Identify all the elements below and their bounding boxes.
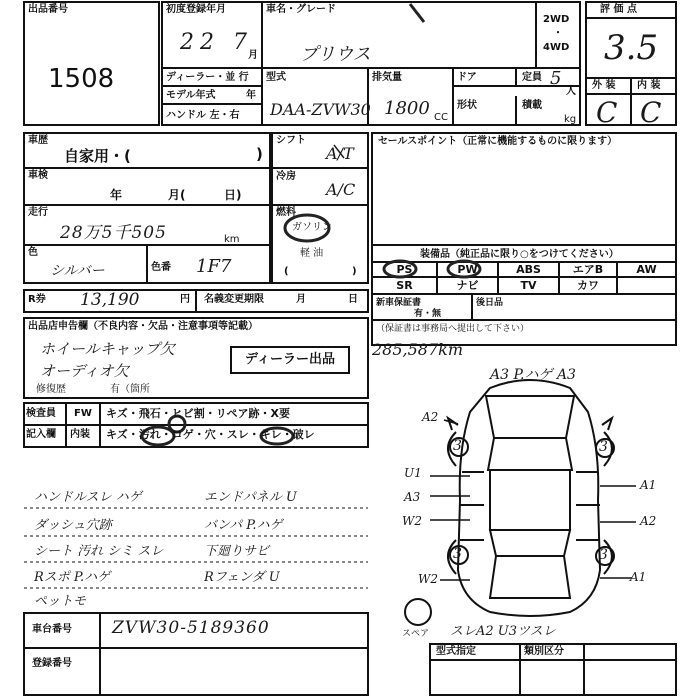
equip-sr: SR bbox=[396, 279, 413, 292]
dealer-stamp: ディーラー出品 bbox=[230, 346, 350, 374]
fuel-paren-close: ) bbox=[352, 266, 357, 277]
color-code-label: 色番 bbox=[151, 262, 171, 273]
capacity-unit: 人 bbox=[566, 86, 576, 97]
note-left-4: Rスポ P.ハゲ bbox=[34, 570, 111, 585]
fuel-gasoline: ガソリン bbox=[292, 222, 332, 233]
inspection-label: 車検 bbox=[28, 170, 48, 181]
inspection-day: 日) bbox=[224, 188, 242, 202]
chassis-value: ZVW30-5189360 bbox=[112, 618, 270, 638]
history-value: 自家用・( bbox=[64, 147, 131, 165]
registration-label: 登録番号 bbox=[32, 658, 72, 669]
shift-label: シフト bbox=[276, 135, 306, 146]
tire-front-right: 3 bbox=[599, 439, 608, 455]
capacity-value: 5 bbox=[550, 68, 562, 89]
history-close-paren: ) bbox=[256, 145, 263, 163]
lot-label: 出品番号 bbox=[28, 4, 68, 15]
note-left-5: ペットモ bbox=[34, 594, 87, 609]
lot-number: 1508 bbox=[48, 64, 115, 94]
rating-label: 評 価 点 bbox=[600, 4, 637, 15]
car-diagram bbox=[405, 380, 636, 625]
shop-remarks-label: 出品店申告欄（不良内容・欠品・注意事項等記載） bbox=[28, 321, 258, 332]
tire-rear-left: 3 bbox=[453, 546, 462, 562]
inspection-year: 年 bbox=[110, 188, 123, 202]
handle-label: ハンドル 左・右 bbox=[166, 110, 240, 121]
odometer-note: 285,587km bbox=[372, 340, 464, 359]
interior-label: 内 装 bbox=[637, 80, 661, 91]
model-year-label: モデル年式 bbox=[166, 90, 216, 101]
mark-left-w2: W2 bbox=[402, 514, 422, 528]
drive-dot: ・ bbox=[553, 28, 563, 39]
equip-airbag: エアB bbox=[572, 263, 604, 276]
door-label: ドア bbox=[457, 72, 477, 83]
model-label: 型式 bbox=[266, 72, 286, 83]
name-grade-label: 車名・グレード bbox=[266, 4, 336, 15]
model-year-unit: 年 bbox=[246, 90, 256, 101]
drive-2wd: 2WD bbox=[543, 14, 570, 25]
dealer-label: ディーラー・並 行 bbox=[166, 72, 249, 83]
color-code-value: 1F7 bbox=[196, 256, 232, 277]
equip-aw: AW bbox=[636, 263, 657, 276]
fuel-label: 燃料 bbox=[276, 207, 296, 218]
inspector-label-2: 記入欄 bbox=[26, 429, 56, 440]
note-left-2: ダッシュ穴跡 bbox=[34, 518, 112, 533]
history-label: 車歴 bbox=[28, 135, 48, 146]
mark-right-a2: A2 bbox=[640, 514, 657, 528]
tire-front-left: 3 bbox=[453, 438, 462, 454]
equipment-label: 装備品（純正品に限り○をつけてください） bbox=[420, 249, 619, 260]
equip-navi: ナビ bbox=[456, 279, 479, 292]
mark-left-a3: A3 bbox=[404, 490, 421, 504]
color-label: 色 bbox=[28, 247, 38, 258]
recycle-value: 13,190 bbox=[80, 290, 140, 310]
inspector-label-1: 検査員 bbox=[26, 408, 56, 419]
load-label: 積載 bbox=[522, 100, 542, 111]
mileage-value: 28万5千505 bbox=[60, 223, 167, 243]
recycle-label: R券 bbox=[28, 294, 46, 305]
inspector-row2-tag: 内装 bbox=[70, 429, 90, 440]
color-value: シルバー bbox=[50, 263, 105, 279]
inspector-row2-items: キズ・汚れ・コゲ・穴・スレ・キレ・破レ bbox=[106, 428, 315, 441]
equip-abs: ABS bbox=[516, 263, 541, 276]
warranty-value: 有・無 bbox=[414, 309, 442, 319]
shape-label: 形状 bbox=[457, 100, 477, 111]
inspector-row1-items: キズ・飛石・ヒビ割・リペア跡・X要 bbox=[106, 407, 291, 420]
mileage-unit-km: km bbox=[224, 234, 240, 245]
spare-label: スペア bbox=[402, 629, 430, 639]
displacement-value: 1800 bbox=[384, 98, 430, 119]
note-right-3: 下廻りサビ bbox=[204, 544, 270, 559]
first-reg-unit: 月 bbox=[248, 50, 258, 61]
note-right-4: Rフェンダ U bbox=[204, 570, 280, 585]
inspection-month: 月( bbox=[168, 188, 186, 202]
recycle-yen: 円 bbox=[180, 294, 190, 305]
later-label: 後日品 bbox=[476, 298, 504, 308]
model-value: DAA-ZVW30 bbox=[270, 100, 371, 119]
exterior-value: C bbox=[596, 96, 618, 129]
repair-label: 修復歴 bbox=[36, 384, 66, 395]
remark-line-2: オーディオ欠 bbox=[40, 362, 129, 380]
capacity-label: 定員 bbox=[522, 72, 542, 83]
category-label: 類別区分 bbox=[524, 646, 564, 657]
mark-left-u1-top: U1 bbox=[404, 466, 422, 480]
first-reg-label: 初度登録年月 bbox=[166, 4, 226, 15]
kg-unit: kg bbox=[564, 114, 577, 125]
sales-point-label: セールスポイント（正常に機能するものに限ります） bbox=[378, 136, 618, 147]
shift-value: A/T bbox=[326, 144, 354, 163]
drive-4wd: 4WD bbox=[543, 42, 570, 53]
warranty-label: 新車保証書 bbox=[376, 298, 422, 308]
expiry-month: 月 bbox=[296, 294, 306, 305]
tire-rear-right: 3 bbox=[599, 547, 608, 563]
chassis-label: 車台番号 bbox=[32, 624, 72, 635]
inspector-row1-tag: FW bbox=[74, 408, 92, 419]
cc-unit: CC bbox=[434, 112, 448, 123]
top-mark: A3 P.ハゲ A3 bbox=[490, 367, 576, 383]
first-reg-value: 22 7 bbox=[180, 30, 253, 55]
ac-label: 冷房 bbox=[276, 171, 296, 182]
note-right-1: エンドパネル U bbox=[204, 490, 297, 505]
note-left-1: ハンドルスレ ハゲ bbox=[34, 490, 142, 505]
mark-left-a2: A2 bbox=[422, 410, 439, 424]
car-name-value: プリウス bbox=[300, 44, 371, 65]
equip-leather: カワ bbox=[577, 279, 599, 292]
equip-tv: TV bbox=[520, 279, 537, 292]
remark-line-1: ホイールキャップ欠 bbox=[40, 340, 175, 358]
guarantee-note: （保証書は事務局へ提出して下さい） bbox=[376, 324, 530, 334]
expiry-day: 日 bbox=[348, 294, 358, 305]
note-left-3: シート 汚れ シミ スレ bbox=[34, 544, 164, 559]
exterior-label: 外 装 bbox=[592, 80, 616, 91]
equip-pw: PW bbox=[457, 263, 478, 276]
interior-value: C bbox=[640, 96, 662, 129]
rating-value: 3.5 bbox=[604, 28, 659, 68]
mileage-label: 走行 bbox=[28, 207, 48, 218]
mark-left-w2-bottom: W2 bbox=[418, 572, 438, 586]
model-designation-label: 型式指定 bbox=[436, 646, 476, 657]
equip-ps: PS bbox=[396, 263, 413, 276]
ac-value: A/C bbox=[326, 180, 356, 199]
note-right-2: バンパ P.ハゲ bbox=[204, 518, 283, 533]
mark-right-a1-top: A1 bbox=[640, 478, 657, 492]
mark-right-a1-bottom: A1 bbox=[630, 570, 647, 584]
bottom-marks: スレA2 U3ツスレ bbox=[450, 624, 556, 639]
displacement-label: 排気量 bbox=[372, 72, 402, 83]
fuel-light-oil: 軽 油 bbox=[300, 248, 324, 259]
expiry-label: 名義変更期限 bbox=[204, 294, 264, 305]
repair-value: 有（箇所 bbox=[110, 384, 150, 395]
fuel-paren-open: ( bbox=[284, 266, 289, 277]
